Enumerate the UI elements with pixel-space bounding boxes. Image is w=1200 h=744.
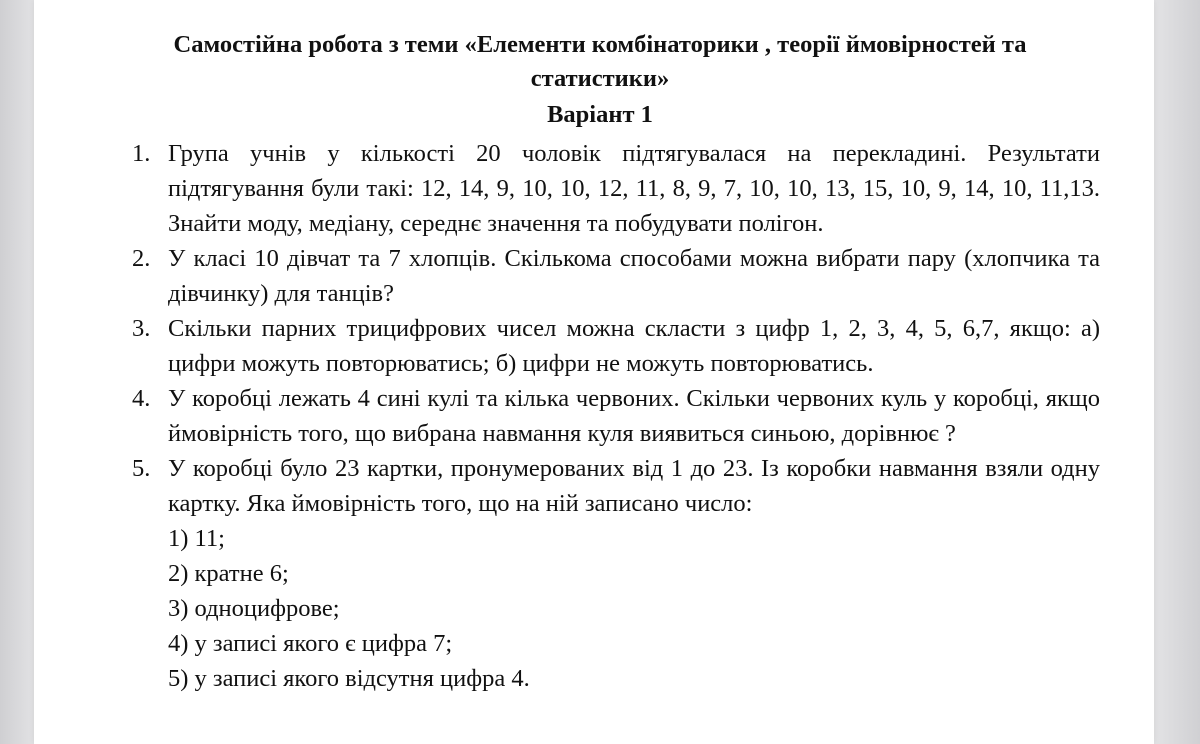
task-item-3 (132, 311, 1100, 381)
document-title-line1: Самостійна робота з теми «Елементи комбінаторики , теорії ймовірностей та (173, 31, 1027, 58)
task-subitem: 3) одноцифрове; (168, 595, 340, 622)
task-list (34, 136, 1154, 696)
task-text: Скільки парних трицифрових чисел можна скласти з цифр 1, 2, 3, 4, 5, 6,7, якщо: а) цифри можуть повторюватись; б) цифри не можуть повторюватись. (168, 315, 1100, 377)
left-margin-shadow (0, 0, 34, 744)
task-item-4 (132, 381, 1100, 451)
variant-heading: Варіант 1 (547, 101, 653, 128)
task-number: 5. (132, 455, 151, 482)
task-item-5 (132, 451, 1100, 696)
task-subitem: 5) у записі якого відсутня цифра 4. (168, 665, 530, 692)
task-number: 3. (132, 315, 151, 342)
task-number: 4. (132, 385, 151, 412)
task-subitem: 1) 11; (168, 525, 225, 552)
task-text: У коробці було 23 картки, пронумерованих від 1 до 23. Із коробки навмання взяли одну картку. Яка ймовірність того, що на ній записано число: (168, 455, 1100, 517)
task-item-1 (132, 136, 1100, 241)
task-number: 2. (132, 245, 151, 272)
document-title-line2: статистики» (530, 65, 670, 92)
task-subitem: 2) кратне 6; (168, 560, 289, 587)
task-text: У коробці лежать 4 сині кулі та кілька червоних. Скільки червоних куль у коробці, якщо ймовірність того, що вибрана навмання куля виявиться синьою, дорівнює ? (168, 385, 1100, 447)
task-subitem: 4) у записі якого є цифра 7; (168, 630, 453, 657)
task-number: 1. (132, 140, 151, 167)
task-item-2 (132, 241, 1100, 311)
task-text: У класі 10 дівчат та 7 хлопців. Скількома способами можна вибрати пару (хлопчика та дівчинку) для танців? (168, 245, 1100, 307)
task-text: Група учнів у кількості 20 чоловік підтягувалася на перекладині. Результати підтягування були такі: 12, 14, 9, 10, 10, 12, 11, 8, 9, 7, 10, 10, 13, 15, 10, 9, 14, 10, 11,13. Знайти моду, медіану, середнє значення та побудувати полігон. (168, 140, 1100, 237)
document-page (34, 0, 1154, 744)
